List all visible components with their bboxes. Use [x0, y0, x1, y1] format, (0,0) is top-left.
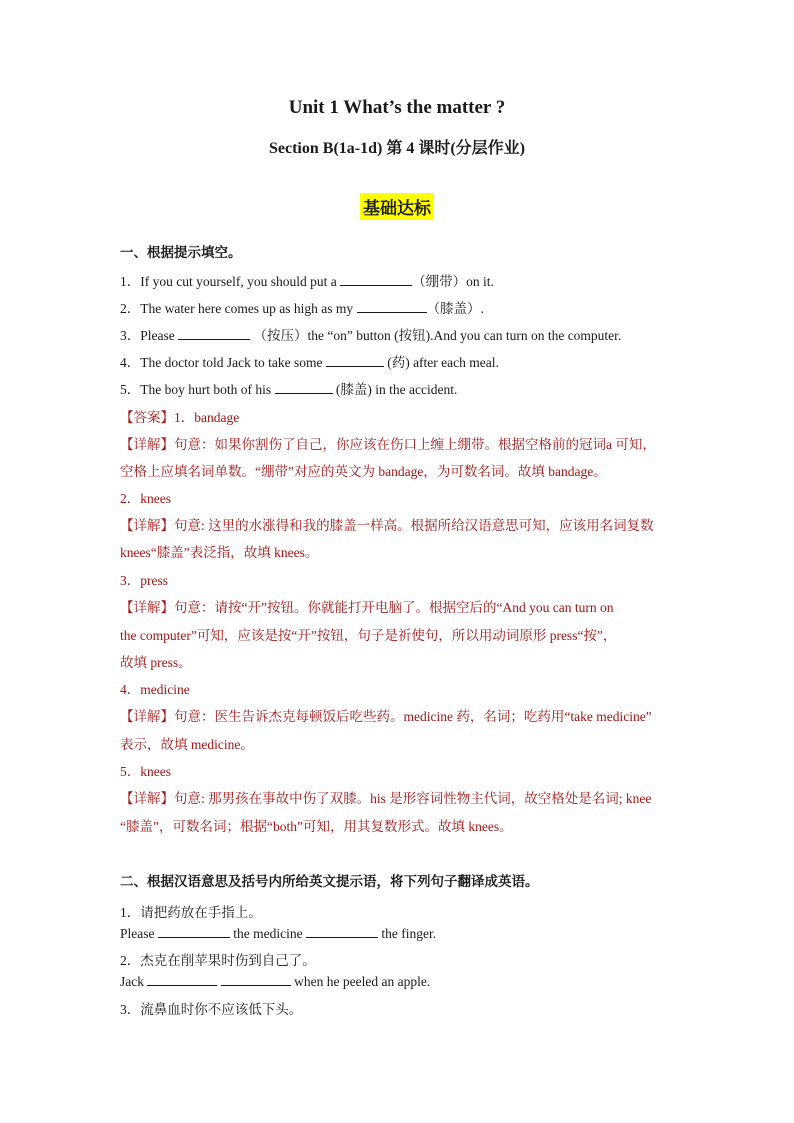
translation-question-2: 2．杰克在削苹果时伤到自己了。 [120, 953, 316, 968]
answer-blank [178, 327, 250, 340]
answer-detail: 【详解】句意: 那男孩在事故中伤了双膝。his 是形容词性物主代词，故空格处是名词; knee [120, 791, 652, 806]
answer-label: 4．medicine [120, 682, 190, 697]
answer-blank [147, 973, 217, 986]
page-title: Unit 1 What’s the matter ? [288, 97, 506, 118]
section-heading-1: 一、根据提示填空。 [120, 245, 242, 260]
answer-detail: 故填 press。 [120, 655, 192, 670]
answer-blank [326, 354, 384, 367]
answer-detail: knees“膝盖”表泛指，故填 knees。 [120, 545, 319, 560]
translation-question-3: 3．流鼻血时你不应该低下头。 [120, 1002, 303, 1017]
question-3: 3．Please （按压）the “on” button (按钮).And you can turn on the computer. [120, 328, 622, 343]
translation-answer-1: Please the medicine the finger. [120, 926, 437, 941]
answer-blank [306, 925, 378, 938]
answer-detail: 表示，故填 medicine。 [120, 737, 254, 752]
question-1: 1．If you cut yourself, you should put a （绷带）on it. [120, 274, 494, 289]
level-badge: 基础达标 [360, 193, 434, 220]
answer-blank [357, 300, 427, 313]
answer-label: 3．press [120, 573, 168, 588]
answer-detail: 【详解】句意：请按“开”按钮。你就能打开电脑了。根据空后的“And you can turn on [120, 600, 614, 615]
section-heading-2: 二、根据汉语意思及括号内所给英文提示语，将下列句子翻译成英语。 [120, 874, 539, 889]
answer-label: 2．knees [120, 491, 171, 506]
question-2: 2．The water here comes up as high as my （膝盖）. [120, 301, 484, 316]
translation-question-1: 1．请把药放在手指上。 [120, 905, 262, 920]
answer-blank [275, 381, 333, 394]
answer-detail: 【详解】句意：如果你割伤了自己，你应该在伤口上缠上绷带。根据空格前的冠词a 可知， [120, 437, 656, 452]
answer-blank [158, 925, 230, 938]
answer-blank [221, 973, 291, 986]
answer-detail: 空格上应填名词单数。“绷带”对应的英文为 bandage，为可数名词。故填 bandage。 [120, 464, 607, 479]
answer-detail: the computer”可知，应该是按“开”按钮，句子是祈使句，所以用动词原形 press“按”， [120, 628, 617, 643]
answer-label: 【答案】1．bandage [120, 410, 240, 425]
question-5: 5．The boy hurt both of his (膝盖) in the accident. [120, 382, 458, 397]
page-subtitle: Section B(1a-1d) 第 4 课时(分层作业) [269, 140, 525, 157]
question-4: 4．The doctor told Jack to take some (药) after each meal. [120, 355, 499, 370]
translation-answer-2: Jack when he peeled an apple. [120, 974, 431, 989]
answer-detail: 【详解】句意：医生告诉杰克每顿饭后吃些药。medicine 药，名词；吃药用“take medicine” [120, 709, 652, 724]
answer-label: 5．knees [120, 764, 171, 779]
answer-blank [340, 273, 412, 286]
answer-detail: 【详解】句意: 这里的水涨得和我的膝盖一样高。根据所给汉语意思可知，应该用名词复数 [120, 518, 654, 533]
answer-detail: “膝盖”，可数名词；根据“both”可知，用其复数形式。故填 knees。 [120, 819, 513, 834]
